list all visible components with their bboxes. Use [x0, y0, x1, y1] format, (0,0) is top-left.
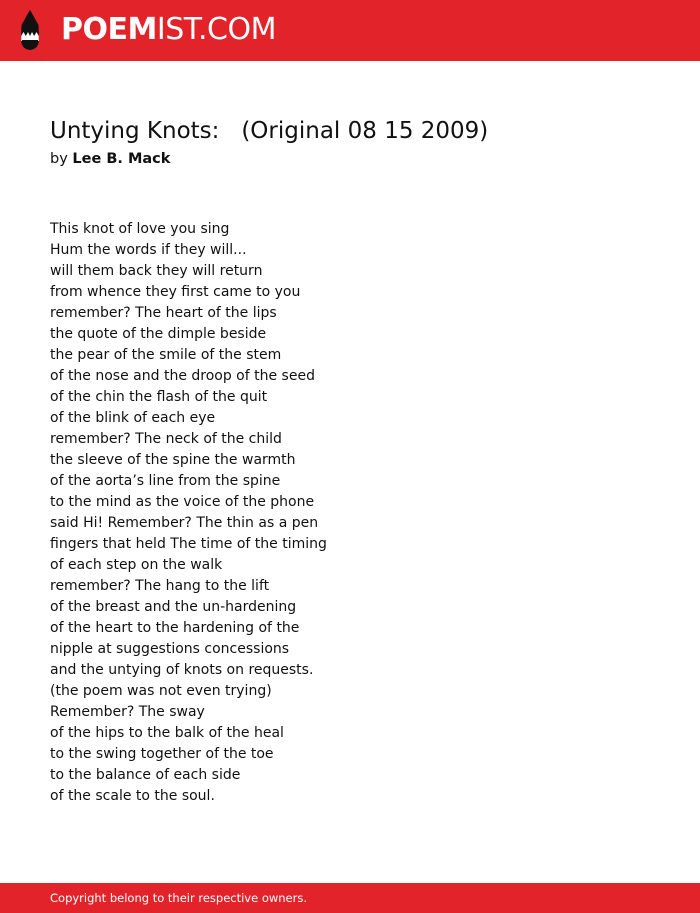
- poem-body: [50, 219, 327, 807]
- poem-line: of the chin the flash of the quit: [50, 389, 268, 405]
- logo-bold-text: POEM: [61, 12, 157, 47]
- site-logo[interactable]: [61, 12, 276, 48]
- poem-line: will them back they will return: [50, 263, 263, 279]
- poem-line: the quote of the dimple beside: [50, 326, 267, 342]
- poem-line: remember? The neck of the child: [50, 431, 282, 447]
- poem-byline: [50, 149, 170, 169]
- copyright-text: Copyright belong to their respective owners.: [50, 891, 308, 905]
- site-footer: [0, 883, 700, 913]
- poem-line: (the poem was not even trying): [50, 683, 272, 699]
- poem-line: the pear of the smile of the stem: [50, 347, 282, 363]
- poem-line: the sleeve of the spine the warmth: [50, 452, 296, 468]
- poem-line: said Hi! Remember? The thin as a pen: [50, 515, 319, 531]
- poem-line: of the nose and the droop of the seed: [50, 368, 315, 384]
- poem-line: This knot of love you sing: [50, 221, 230, 237]
- poem-line: of the heart to the hardening of the: [50, 620, 300, 636]
- poem-line: fingers that held The time of the timing: [50, 536, 327, 552]
- poem-line: to the swing together of the toe: [50, 746, 274, 762]
- poem-line: and the untying of knots on requests.: [50, 662, 314, 678]
- poem-line: remember? The hang to the lift: [50, 578, 270, 594]
- poem-line: Hum the words if they will...: [50, 242, 247, 258]
- poem-line: of the blink of each eye: [50, 410, 216, 426]
- poem-line: from whence they first came to you: [50, 284, 301, 300]
- poem-line: of the aorta’s line from the spine: [50, 473, 281, 489]
- byline-prefix: by: [50, 151, 73, 167]
- poem-line: to the balance of each side: [50, 767, 241, 783]
- poem-line: of the breast and the un-hardening: [50, 599, 297, 615]
- site-header: [0, 0, 700, 61]
- logo-light-text: IST.COM: [156, 12, 276, 47]
- poem-line: Remember? The sway: [50, 704, 205, 720]
- poem-line: nipple at suggestions concessions: [50, 641, 290, 657]
- poem-line: of the scale to the soul.: [50, 788, 215, 804]
- poem-line: of the hips to the balk of the heal: [50, 725, 284, 741]
- author-name: Lee B. Mack: [72, 151, 171, 167]
- poem-line: to the mind as the voice of the phone: [50, 494, 315, 510]
- poem-line: remember? The heart of the lips: [50, 305, 277, 321]
- poem-title: Untying Knots: (Original 08 15 2009): [50, 118, 489, 144]
- pencil-tip-icon: [17, 9, 43, 51]
- poem-line: of each step on the walk: [50, 557, 223, 573]
